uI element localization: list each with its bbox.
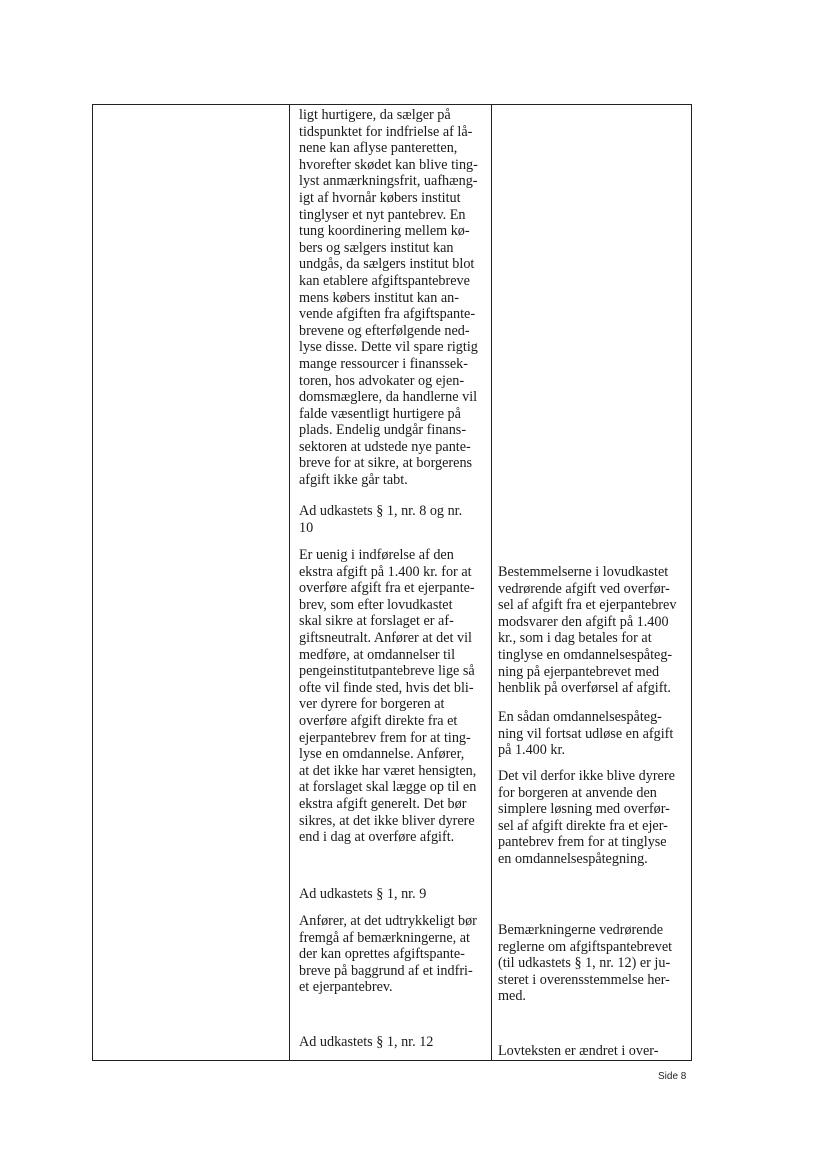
comment-paragraph: Er uenig i indførelse af den ekstra afgift på 1.400 kr. for at overføre afgift fra et ejerpante- brev, som efter lovudkastet skal sikre at forslaget er af- giftsneutralt. Anfører at det vil medføre, at omdannelser til pengeinstitutpantebreve lige så ofte vil finde sted, hvis det bli- ver dyrere for borgeren at overføre afgift direkte fra et ejerpantebrev frem for at ting- lyse en omdannelse. Anfører, at det ikke har været hensigten, at forslaget skal lægge op til en ekstra afgift generelt. Det bør sikres, at det ikke bliver dyrere end i dag at overføre afgift. [299,547,477,846]
comment-paragraph: ligt hurtigere, da sælger på tidspunktet for indfrielse af lå- nene kan aflyse panteretten, hvorefter skødet kan blive ting- lyst anmærkningsfrit, uafhæng- igt af hvornår købers institut tinglyser et nyt pantebrev. En tung koordinering mellem kø- bers og sælgers institut kan undgås, da sælgers institut blot kan etablere afgiftspantebreve mens købers institut kan an- vende afgiften fra afgiftspante- brevene og efterfølgende ned- lyse disse. Dette vil spare rigtig mange ressourcer i finanssek- toren, hos advokater og ejen- domsmæglere, da handlerne vil falde væsentligt hurtigere på plads. Endelig undgår finans- sektoren at udstede nye pante- breve for at sikre, at borgerens afgift ikke går tabt. [299,107,478,489]
response-paragraph: Lovteksten er ændret i over- [498,1043,659,1059]
section-heading: Ad udkastets § 1, nr. 8 og nr. 10 [299,503,463,536]
column-divider [289,104,290,1061]
column-divider [491,104,492,1061]
page-number: Side 8 [658,1071,687,1082]
response-paragraph: Bestemmelserne i lovudkastet vedrørende afgift ved overfør- sel af afgift fra et ejerpantebrev modsvarer den afgift på 1.400 kr., som i dag betales for at tinglyse en omdannelsespåteg- ning på ejerpantebrevet med henblik på overførsel af afgift. [498,564,677,697]
response-paragraph: En sådan omdannelsespåteg- ning vil fortsat udløse en afgift på 1.400 kr. [498,709,674,759]
section-heading: Ad udkastets § 1, nr. 9 [299,886,427,902]
response-paragraph: Bemærkningerne vedrørende reglerne om afgiftspantebrevet (til udkastets § 1, nr. 12) er ju- steret i overensstemmelse her- med. [498,922,673,1005]
response-paragraph: Det vil derfor ikke blive dyrere for borgeren at anvende den simplere løsning med overfør- sel af afgift direkte fra et ejer- pantebrev frem for at tinglyse en omdannelsespåtegning. [498,768,675,867]
comment-paragraph: Anfører, at det udtrykkeligt bør fremgå af bemærkningerne, at der kan oprettes afgiftspante- breve på baggrund af et indfri- et ejerpantebrev. [299,913,477,996]
section-heading: Ad udkastets § 1, nr. 12 [299,1034,434,1050]
